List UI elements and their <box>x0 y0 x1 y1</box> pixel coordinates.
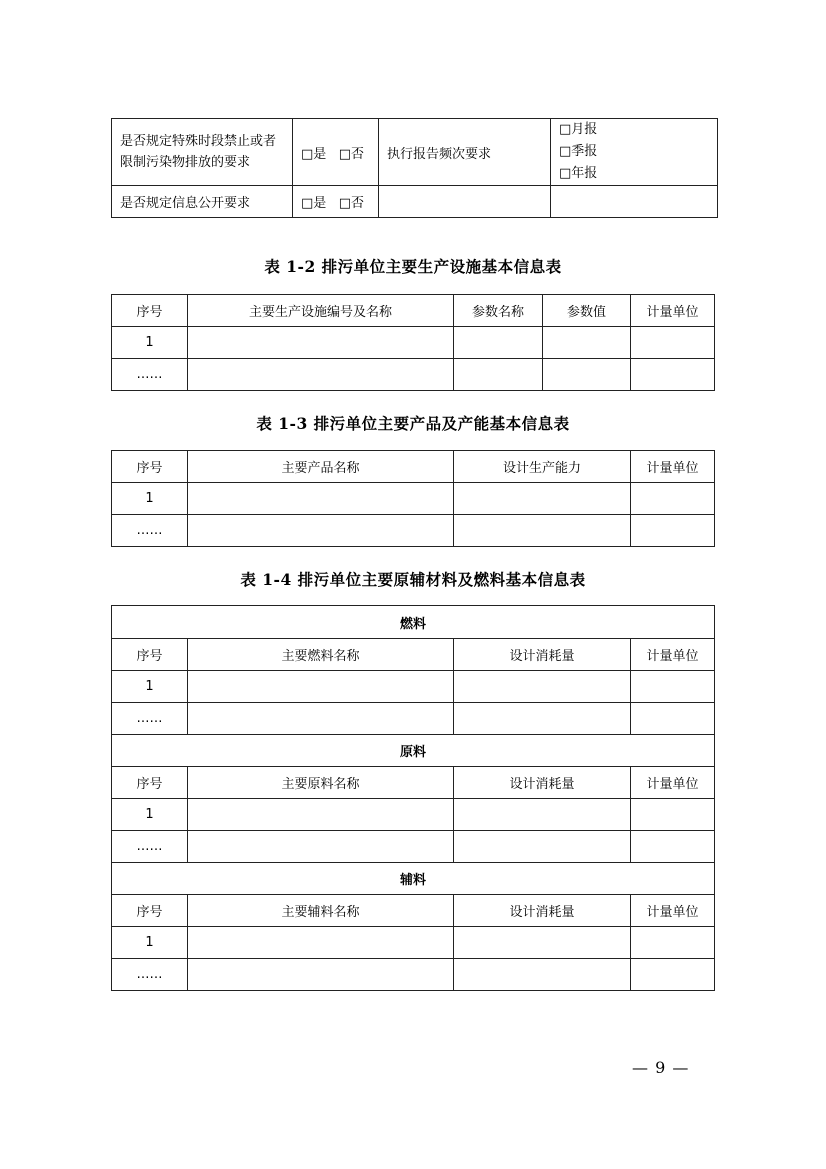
facility-cell[interactable] <box>188 359 454 391</box>
row-index: 1 <box>112 927 188 959</box>
unit-cell[interactable] <box>631 359 715 391</box>
table-row <box>112 831 715 863</box>
table-1-3-caption: 表 1-3 排污单位主要产品及产能基本信息表 <box>256 414 570 433</box>
param-value-cell[interactable] <box>543 327 631 359</box>
row-index: 1 <box>112 327 188 359</box>
row-ellipsis: …… <box>112 703 188 735</box>
param-value-cell[interactable] <box>543 359 631 391</box>
table-1-2 <box>111 294 715 391</box>
row-index: 1 <box>112 483 188 515</box>
special-period-label: 是否规定特殊时段禁止或者限制污染物排放的要求 <box>112 119 293 186</box>
header-material-name: 主要辅料名称 <box>188 895 454 927</box>
unit-cell[interactable] <box>631 831 715 863</box>
header-unit: 计量单位 <box>631 767 715 799</box>
table-row <box>112 959 715 991</box>
header-index: 序号 <box>112 451 188 483</box>
product-cell[interactable] <box>188 483 454 515</box>
yearly-checkbox[interactable]: □年报 <box>559 166 598 181</box>
yes-checkbox[interactable]: □是 <box>301 146 327 162</box>
header-unit: 计量单位 <box>631 451 715 483</box>
consumption-cell[interactable] <box>454 959 631 991</box>
table-row <box>112 703 715 735</box>
consumption-cell[interactable] <box>454 703 631 735</box>
quarterly-checkbox[interactable]: □季报 <box>559 144 598 159</box>
consumption-cell[interactable] <box>454 671 631 703</box>
reporting-requirements-table <box>111 118 718 218</box>
header-param-name: 参数名称 <box>454 295 543 327</box>
header-material-name: 主要燃料名称 <box>188 639 454 671</box>
no-checkbox[interactable]: □否 <box>338 196 364 211</box>
unit-cell[interactable] <box>631 483 715 515</box>
monthly-checkbox[interactable]: □月报 <box>559 122 598 137</box>
header-product: 主要产品名称 <box>188 451 454 483</box>
header-unit: 计量单位 <box>631 295 715 327</box>
disclosure-label: 是否规定信息公开要求 <box>112 186 293 218</box>
section-title-auxiliary: 辅料 <box>112 863 715 895</box>
capacity-cell[interactable] <box>454 483 631 515</box>
capacity-cell[interactable] <box>454 515 631 547</box>
param-name-cell[interactable] <box>454 359 543 391</box>
header-capacity: 设计生产能力 <box>454 451 631 483</box>
unit-cell[interactable] <box>631 799 715 831</box>
unit-cell[interactable] <box>631 703 715 735</box>
table-row <box>112 327 715 359</box>
header-index: 序号 <box>112 295 188 327</box>
unit-cell[interactable] <box>631 327 715 359</box>
row-ellipsis: …… <box>112 831 188 863</box>
special-period-options[interactable] <box>293 119 379 186</box>
material-cell[interactable] <box>188 959 454 991</box>
row-ellipsis: …… <box>112 959 188 991</box>
consumption-cell[interactable] <box>454 927 631 959</box>
report-frequency-options[interactable] <box>551 119 718 186</box>
header-consumption: 设计消耗量 <box>454 639 631 671</box>
page-number: — 9 — <box>632 1058 690 1077</box>
material-cell[interactable] <box>188 671 454 703</box>
consumption-cell[interactable] <box>454 831 631 863</box>
table-1-4-caption: 表 1-4 排污单位主要原辅材料及燃料基本信息表 <box>240 570 586 589</box>
empty-cell <box>379 186 551 218</box>
section-title-raw: 原料 <box>112 735 715 767</box>
header-param-value: 参数值 <box>543 295 631 327</box>
header-consumption: 设计消耗量 <box>454 895 631 927</box>
yes-checkbox[interactable]: □是 <box>301 196 327 211</box>
header-index: 序号 <box>112 639 188 671</box>
row-index: 1 <box>112 671 188 703</box>
row-ellipsis: …… <box>112 359 188 391</box>
row-ellipsis: …… <box>112 515 188 547</box>
unit-cell[interactable] <box>631 959 715 991</box>
facility-cell[interactable] <box>188 327 454 359</box>
table-row <box>112 359 715 391</box>
table-row <box>112 671 715 703</box>
table-row <box>112 515 715 547</box>
header-material-name: 主要原料名称 <box>188 767 454 799</box>
material-cell[interactable] <box>188 703 454 735</box>
header-index: 序号 <box>112 895 188 927</box>
material-cell[interactable] <box>188 799 454 831</box>
material-cell[interactable] <box>188 831 454 863</box>
table-row <box>112 927 715 959</box>
report-frequency-label: 执行报告频次要求 <box>379 119 551 186</box>
unit-cell[interactable] <box>631 927 715 959</box>
section-title-fuel: 燃料 <box>112 606 715 639</box>
product-cell[interactable] <box>188 515 454 547</box>
header-consumption: 设计消耗量 <box>454 767 631 799</box>
row-index: 1 <box>112 799 188 831</box>
consumption-cell[interactable] <box>454 799 631 831</box>
header-index: 序号 <box>112 767 188 799</box>
param-name-cell[interactable] <box>454 327 543 359</box>
table-1-4 <box>111 605 715 991</box>
unit-cell[interactable] <box>631 515 715 547</box>
disclosure-options[interactable] <box>293 186 379 218</box>
header-unit: 计量单位 <box>631 895 715 927</box>
unit-cell[interactable] <box>631 671 715 703</box>
table-row <box>112 799 715 831</box>
no-checkbox[interactable]: □否 <box>338 146 364 162</box>
table-1-2-caption: 表 1-2 排污单位主要生产设施基本信息表 <box>264 257 562 276</box>
empty-cell <box>551 186 718 218</box>
table-row <box>112 483 715 515</box>
material-cell[interactable] <box>188 927 454 959</box>
header-facility: 主要生产设施编号及名称 <box>188 295 454 327</box>
header-unit: 计量单位 <box>631 639 715 671</box>
table-1-3 <box>111 450 715 547</box>
